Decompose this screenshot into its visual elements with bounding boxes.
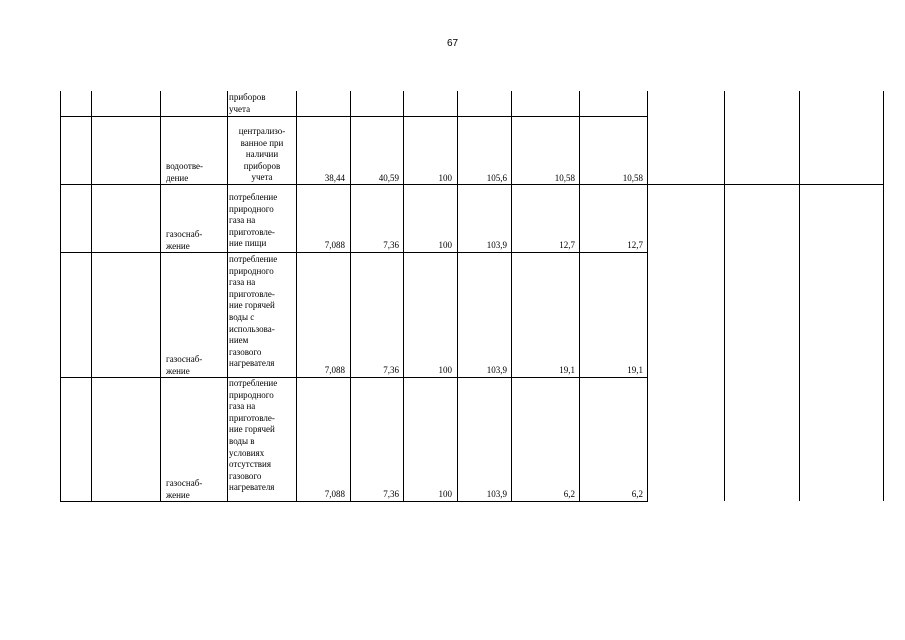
value-cell: 7,088: [324, 489, 345, 499]
grid-line: [724, 91, 725, 501]
grid-line: [647, 91, 648, 501]
description-cell: потребление природного газа на приготовле- ние горячей воды в условиях отсутствия газового нагревателя: [229, 378, 278, 493]
value-cell: 7,36: [383, 240, 399, 250]
value-cell: 103,9: [486, 240, 507, 250]
grid-line: [511, 91, 512, 501]
description-cell: потребление природного газа на приготовле- ние пищи: [229, 192, 278, 249]
value-cell: 7,36: [383, 489, 399, 499]
value-cell: 38,44: [324, 173, 345, 183]
description-cell: приборов учета: [229, 92, 266, 114]
description-cell: потребление природного газа на приготовле- ние горячей воды с использова- нием газового нагревателя: [229, 254, 278, 369]
grid-line: [227, 91, 228, 501]
grid-line: [91, 91, 92, 501]
value-cell: 100: [438, 489, 452, 499]
grid-line: [60, 116, 648, 117]
value-cell: 12,7: [627, 240, 643, 250]
service-cell: газоснаб- жение: [166, 354, 203, 376]
value-cell: 6,2: [563, 489, 575, 499]
value-cell: 103,9: [486, 365, 507, 375]
grid-line: [60, 252, 648, 253]
grid-line: [160, 91, 161, 501]
value-cell: 103,9: [486, 489, 507, 499]
value-cell: 7,088: [324, 240, 345, 250]
grid-line: [457, 91, 458, 501]
grid-line: [60, 501, 648, 502]
grid-line: [60, 377, 648, 378]
value-cell: 7,36: [383, 365, 399, 375]
grid-line: [883, 91, 884, 501]
description-cell: централизо- ванное при наличии приборов учета: [238, 126, 286, 183]
service-cell: газоснаб- жение: [166, 478, 203, 500]
page-number: 67: [446, 38, 459, 49]
value-cell: 105,6: [486, 173, 507, 183]
value-cell: 100: [438, 365, 452, 375]
grid-line: [296, 91, 297, 501]
grid-line: [350, 91, 351, 501]
value-cell: 19,1: [627, 365, 643, 375]
service-cell: газоснаб- жение: [166, 229, 203, 251]
value-cell: 40,59: [378, 173, 399, 183]
grid-line: [60, 91, 61, 501]
value-cell: 100: [438, 240, 452, 250]
value-cell: 12,7: [559, 240, 575, 250]
grid-line: [799, 91, 800, 501]
value-cell: 10,58: [554, 173, 575, 183]
value-cell: 100: [438, 173, 452, 183]
value-cell: 7,088: [324, 365, 345, 375]
value-cell: 19,1: [559, 365, 575, 375]
service-cell: водоотве- дение: [166, 161, 204, 183]
value-cell: 6,2: [631, 489, 643, 499]
value-cell: 10,58: [622, 173, 643, 183]
grid-line: [403, 91, 404, 501]
grid-line: [579, 91, 580, 501]
